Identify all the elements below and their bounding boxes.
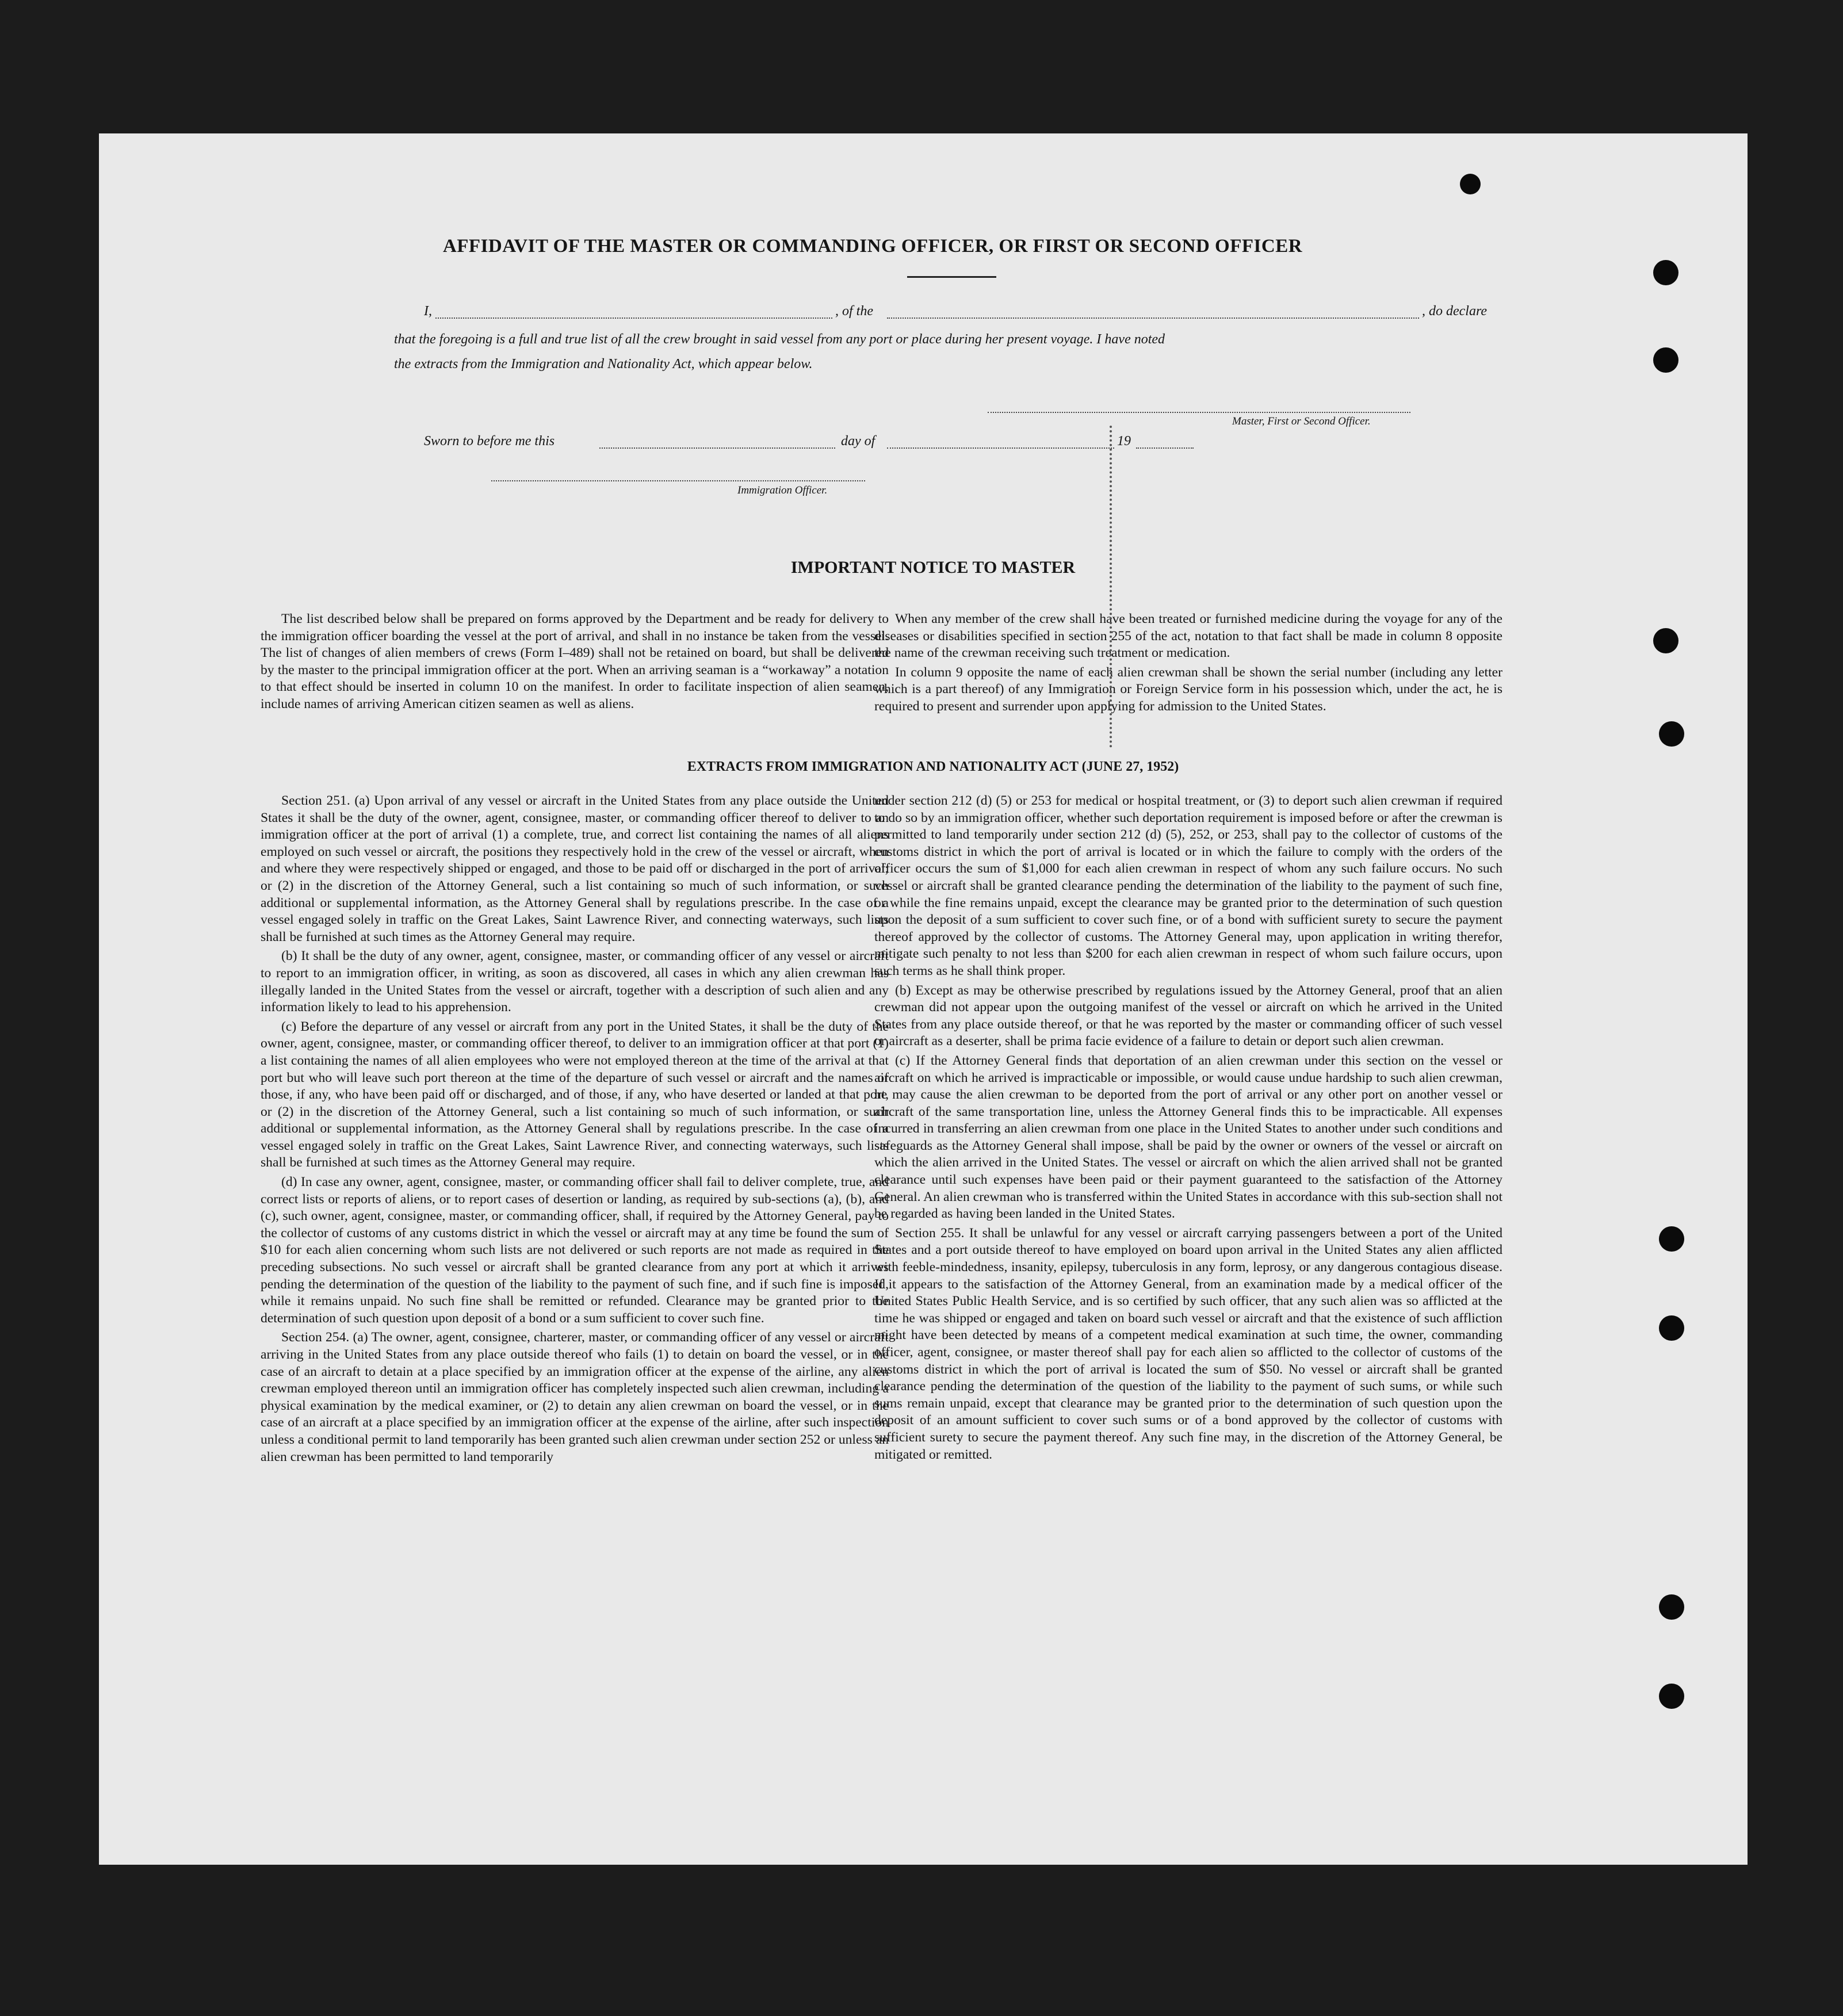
of-the-label: , of the bbox=[835, 304, 873, 319]
section-254-c: (c) If the Attorney General finds that deportation of an alien crewman under this section on the vessel or aircraft on which he arrived is impracticable or impossible, or would cause undue hardship to such alien crewman, he may cause the alien crewman to be deported from the port of arrival or any other port on another vessel or aircraft of the same transportation line, unless the Attorney General finds this to be impracticable. All expenses incurred in transferring an alien crewman from one place in the United States to another under such conditions and safeguards as the Attorney General shall impose, shall be paid by the owner or owners of the vessel or aircraft on which the alien arrived in the United States. The vessel or aircraft on which the alien arrived shall not be granted clearance until such expenses have been paid or their payment guaranteed to the satisfaction of the Attorney General. An alien crewman who is transferred within the United States in accordance with this sub-section shall not be regarded as having been landed in the United States. bbox=[874, 1053, 1502, 1222]
section-251-c: (c) Before the departure of any vessel or aircraft from any port in the United States, it shall be the duty of the owner, agent, consignee, master, or commanding officer thereof, to deliver to an immigration officer at that port (1) a list containing the names of all alien employees who were not employed thereon at the time of the arrival at that port but who will leave such port thereon at the time of the departure of such vessel or aircraft and the names of those, if any, who have been paid off or discharged, and of those, if any, who have deserted or landed at that port, or (2) in the discretion of the Attorney General, such a list containing so much of such information, or such additional or supplemental information, as the Attorney General shall by regulations prescribe. In the case of a vessel engaged solely in traffic on the Great Lakes, Saint Lawrence River, and connecting waterways, such lists shall be furnished at such times as the Attorney General may require. bbox=[261, 1019, 889, 1170]
year-label: 19 bbox=[1117, 434, 1131, 449]
immigration-officer-signature-line[interactable] bbox=[491, 480, 865, 481]
title-underline bbox=[907, 276, 996, 278]
extracts-right-column bbox=[874, 793, 1502, 1466]
declaration-line-3: the extracts from the Immigration and Nationality Act, which appear below. bbox=[394, 357, 813, 372]
punch-hole bbox=[1659, 1226, 1684, 1252]
section-251-b: (b) It shall be the duty of any owner, agent, consignee, master, or commanding officer of any vessel or aircraft to report to an immigration officer, in writing, as soon as discovered, all cases in which any alien crewman has illegally landed in the United States from the vessel or aircraft, together with a description of such alien and any information likely to lead to his apprehension. bbox=[261, 948, 889, 1015]
sworn-year-field[interactable] bbox=[1136, 447, 1194, 449]
section-254-a: Section 254. (a) The owner, agent, consignee, charterer, master, or commanding officer of any vessel or aircraft arriving in the United States from any place outside thereof who fails (1) to detain on board the vessel, or in the case of an aircraft to detain at a place specified by an immigration officer at the expense of the airline, any alien crewman employed thereon until an immigration officer has completely inspected such alien crewman, including a physical examination by the medical examiner, or (2) to detain any alien crewman on board the vessel, or in the case of an aircraft at a place specified by an immigration officer at the expense of the airline, after such inspection unless a conditional permit to land temporarily has been granted such alien crewman under section 252 or unless an alien crewman has been permitted to land temporarily bbox=[261, 1330, 889, 1464]
notice-left-column bbox=[261, 611, 889, 716]
section-254-b: (b) Except as may be otherwise prescribed by regulations issued by the Attorney General, proof that an alien crewman did not appear upon the outgoing manifest of the vessel or aircraft on which he arrived in the United States from any place outside thereof, or that he was reported by the master or commanding officer of such vessel or aircraft as a deserter, shall be prima facie evidence of a failure to detain or deport such alien crewman. bbox=[874, 982, 1502, 1049]
sworn-month-field[interactable] bbox=[887, 447, 1114, 449]
name-field[interactable] bbox=[435, 317, 832, 319]
affidavit-title: AFFIDAVIT OF THE MASTER OR COMMANDING OFFICER, OR FIRST OR SECOND OFFICER bbox=[442, 236, 1303, 257]
punch-hole bbox=[1653, 260, 1678, 285]
do-declare-label: , do declare bbox=[1422, 304, 1488, 319]
master-signature-line[interactable] bbox=[988, 412, 1410, 413]
i-label: I, bbox=[424, 304, 432, 319]
vessel-field[interactable] bbox=[887, 317, 1419, 319]
punch-hole bbox=[1653, 628, 1678, 653]
day-of-label: day of bbox=[841, 434, 875, 449]
master-signature-caption: Master, First or Second Officer. bbox=[1232, 415, 1371, 427]
notice-right-paragraph-1: When any member of the crew shall have been treated or furnished medicine during the voyage for any of the diseases or disabilities specified in section 255 of the act, notation to that fact shall be made in column 8 opposite the name of the crewman receiving such treatment or medication. bbox=[874, 611, 1502, 661]
punch-hole bbox=[1653, 347, 1678, 373]
punch-hole bbox=[1659, 1315, 1684, 1341]
sworn-line bbox=[424, 434, 1287, 452]
sworn-prefix: Sworn to before me this bbox=[424, 434, 555, 449]
extracts-title: EXTRACTS FROM IMMIGRATION AND NATIONALITY ACT (JUNE 27, 1952) bbox=[687, 759, 1179, 774]
sworn-day-field[interactable] bbox=[599, 447, 835, 449]
notice-left-paragraph: The list described below shall be prepared on forms approved by the Department and be ready for delivery to the immigration officer boarding the vessel at the port of arrival, and shall in no instance be taken from the vessel. The list of changes of alien members of crews (Form I–489) shall not be retained on board, but shall be delivered by the master to the principal immigration officer at the port. When an arriving seaman is a “workaway” a notation to that effect should be inserted in column 10 on the manifest. In order to facilitate inspection of alien seamen, include names of arriving American citizen seamen as well as aliens. bbox=[261, 611, 889, 711]
extracts-left-column bbox=[261, 793, 889, 1468]
notice-title: IMPORTANT NOTICE TO MASTER bbox=[790, 558, 1076, 577]
declaration-line-1 bbox=[424, 304, 1540, 322]
punch-hole bbox=[1659, 1594, 1684, 1620]
section-251-a: Section 251. (a) Upon arrival of any vessel or aircraft in the United States from any place outside the United States it shall be the duty of the owner, agent, consignee, master, or commanding officer thereof to deliver to an immigration officer at the port of arrival (1) a complete, true, and correct list containing the names of all aliens employed on such vessel or aircraft, the positions they respectively hold in the crew of the vessel or aircraft, when and where they were respectively shipped or engaged, and those to be paid off or discharged in the port of arrival; or (2) in the discretion of the Attorney General, such a list containing so much of such information, or such additional or supplemental information, as the Attorney General shall by regulations prescribe. In the case of a vessel engaged solely in traffic on the Great Lakes, Saint Lawrence River, and connecting waterways, such lists shall be furnished at such times as the Attorney General may require. bbox=[261, 793, 889, 944]
section-255: Section 255. It shall be unlawful for any vessel or aircraft carrying passengers between a port of the United States and a port outside thereof to have employed on board upon arrival in the United States any alien afflicted with feeble-mindedness, insanity, epilepsy, tuberculosis in any form, leprosy, or any dangerous contagious disease. If it appears to the satisfaction of the Attorney General, from an examination made by a medical officer of the United States Public Health Service, and is so certified by such officer, that any such alien was so afflicted at the time he was shipped or engaged and taken on board such vessel or aircraft and that the existence of such affliction might have been detected by means of a competent medical examination at such time, the owner, commanding officer, agent, consignee, or master thereof shall pay for each alien so afflicted to the collector of customs of the customs district in which the port of arrival is located the sum of $50. No vessel or aircraft shall be granted clearance pending the determination of the question of the liability to the payment of such sums, or while such sums remain unpaid, except that clearance may be granted prior to the determination of such question upon the deposit of an amount sufficient to cover such sums or of a bond approved by the collector of customs with sufficient surety to secure the payment thereof. Any such fine may, in the discretion of the Attorney General, be mitigated or remitted. bbox=[874, 1225, 1502, 1462]
document-page bbox=[99, 133, 1748, 1865]
punch-hole bbox=[1460, 174, 1481, 194]
notice-right-paragraph-2: In column 9 opposite the name of each alien crewman shall be shown the serial number (including any letter which is a part thereof) of any Immigration or Foreign Service form in his possession which, under the act, he is required to present and surrender upon applying for admission to the United States. bbox=[874, 664, 1502, 714]
section-251-d: (d) In case any owner, agent, consignee, master, or commanding officer shall fail to deliver complete, true, and correct lists or reports of aliens, or to report cases of desertion or landing, as required by sub-sections (a), (b), and (c), such owner, agent, consignee, master, or commanding officer, shall, if required by the Attorney General, pay to the collector of customs of any customs district in which the vessel or aircraft may at any time be found the sum of $10 for each alien concerning whom such lists are not delivered or such reports are not made as required in the preceding subsections. No such vessel or aircraft shall be granted clearance from any port at which it arrives pending the determination of the question of the liability to the payment of such fine, and if such fine is imposed, while it remains unpaid. No such fine shall be remitted or refunded. Clearance may be granted prior to the determination of such question upon deposit of a bond or a sum sufficient to cover such fine. bbox=[261, 1175, 889, 1326]
punch-hole bbox=[1659, 1684, 1684, 1709]
notice-right-column bbox=[874, 611, 1502, 718]
column-divider-mark bbox=[1110, 426, 1114, 748]
section-254-a-continued: under section 212 (d) (5) or 253 for medical or hospital treatment, or (3) to deport such alien crewman if required to do so by an immigration officer, whether such deportation requirement is imposed before or after the crewman is permitted to land temporarily under section 212 (d) (5), 252, or 253, shall pay to the collector of customs of the customs district in which the port of arrival is located or in which the failure to comply with the orders of the officer occurs the sum of $1,000 for each alien crewman in respect of whom any such failure occurs. No such vessel or aircraft shall be granted clearance pending the determination of the liability to the payment of such fine, or while the fine remains unpaid, except the clearance may be granted prior to the determination of such question upon the deposit of a sum sufficient to cover such fine, or of a bond with sufficient surety to secure the payment thereof approved by the collector of customs. The Attorney General may, upon application in writing therefor, mitigate such penalty to not less than $200 for each alien crewman in respect of whom such failure occurs, upon such terms as he shall think proper. bbox=[874, 793, 1502, 978]
punch-hole bbox=[1659, 721, 1684, 747]
immigration-officer-caption: Immigration Officer. bbox=[737, 484, 828, 496]
declaration-line-2: that the foregoing is a full and true list of all the crew brought in said vessel from any port or place during her present voyage. I have noted bbox=[394, 332, 1165, 347]
